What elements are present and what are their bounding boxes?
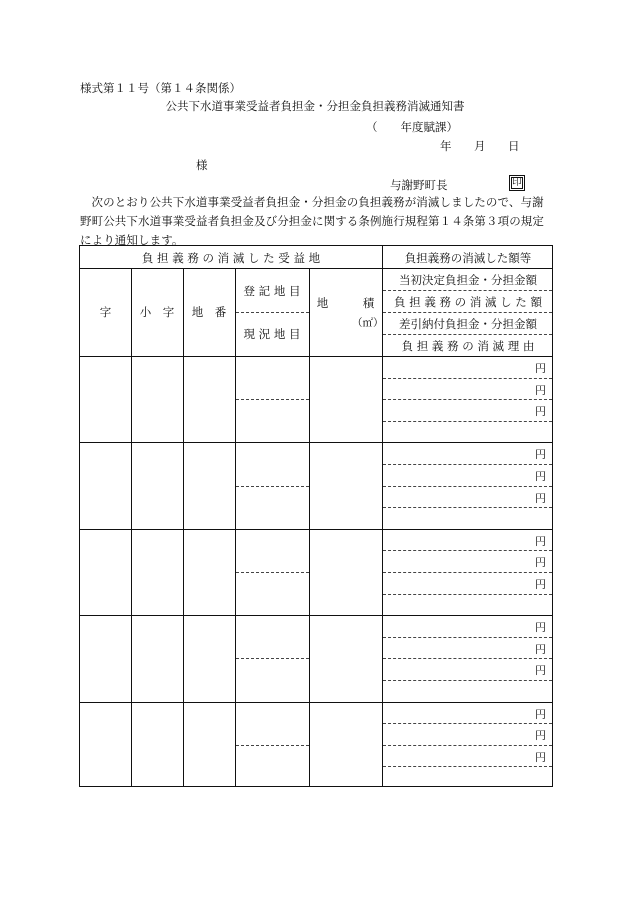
form-table xyxy=(79,245,553,787)
document-title: 公共下水道事業受益者負担金・分担金負担義務消滅通知書 xyxy=(165,99,465,113)
form-number: 様式第１１号（第１４条関係） xyxy=(80,81,241,95)
col-chiban: 地 番 xyxy=(191,305,227,319)
date-year-label: 年 xyxy=(440,139,452,153)
dash-line xyxy=(383,421,552,422)
date-day-label: 日 xyxy=(508,139,520,153)
col-divider xyxy=(309,268,310,786)
dash-line xyxy=(383,312,552,313)
seal-label: 印 xyxy=(512,177,522,188)
dash-line xyxy=(383,680,552,681)
col-divider xyxy=(131,356,132,786)
yen-label: 円 xyxy=(535,707,546,721)
header-benefit-land: 負 担 義 務 の 消 滅 し た 受 益 地 xyxy=(141,251,321,265)
yen-label: 円 xyxy=(535,642,546,656)
dash-line xyxy=(236,399,309,400)
col-divider xyxy=(183,268,184,786)
dash-line xyxy=(383,486,552,487)
yen-label: 円 xyxy=(535,578,546,591)
yen-label: 円 xyxy=(535,750,546,764)
item-net-payment: 差引納付負担金・分担金額 xyxy=(399,317,537,331)
dash-line xyxy=(383,594,552,595)
yen-label: 円 xyxy=(535,491,546,505)
header-divider xyxy=(80,268,552,269)
col-area: 地 積 xyxy=(316,296,375,310)
dash-line xyxy=(236,572,309,573)
block-divider xyxy=(80,702,552,703)
date-month-label: 月 xyxy=(474,139,486,153)
yen-label: 円 xyxy=(535,383,546,397)
dash-line xyxy=(383,290,552,291)
notice-body-text: 次のとおり公共下水道事業受益者負担金・分担金の負担義務が消滅しましたので、与謝野町公共下水道事業受益者負担金及び分担金に関する条例施行規程第１４条第３項の規定により通知します。 xyxy=(80,195,544,247)
yen-label: 円 xyxy=(535,448,546,462)
dash-line xyxy=(383,745,552,746)
dash-line xyxy=(236,658,309,659)
dash-line xyxy=(383,399,552,400)
col-aza: 字 xyxy=(99,305,112,319)
yen-label: 円 xyxy=(535,405,546,419)
issuer-name: 与謝野町長 xyxy=(390,178,448,192)
col-divider xyxy=(235,268,236,786)
item-extinction-reason: 負 担 義 務 の 消 滅 理 由 xyxy=(401,339,535,353)
dash-line xyxy=(383,464,552,465)
yen-label: 円 xyxy=(535,470,546,483)
dash-line xyxy=(236,486,309,487)
header-extinguished-amounts: 負担義務の消滅した額等 xyxy=(404,251,532,265)
block-divider xyxy=(80,529,552,530)
recipient-suffix: 様 xyxy=(196,158,208,172)
dash-line xyxy=(383,378,552,379)
dash-line xyxy=(383,723,552,724)
yen-label: 円 xyxy=(535,556,546,570)
item-extinguished-amount: 負 担 義 務 の 消 滅 し た 額 xyxy=(394,295,542,309)
header-bottom-divider xyxy=(80,356,552,357)
seal-stamp xyxy=(509,175,525,191)
yen-label: 円 xyxy=(535,362,546,375)
yen-label: 円 xyxy=(535,729,546,743)
dash-line xyxy=(383,572,552,573)
dash-line xyxy=(383,334,552,335)
col-area-unit: （㎡） xyxy=(352,317,384,329)
dash-line xyxy=(236,745,309,746)
dash-line xyxy=(236,312,309,313)
yen-label: 円 xyxy=(535,534,546,548)
col-registered-category: 登 記 地 目 xyxy=(243,284,301,298)
col-actual-category: 現 況 地 目 xyxy=(243,327,301,341)
yen-label: 円 xyxy=(535,664,546,678)
item-initial-amount: 当初決定負担金・分担金額 xyxy=(399,273,537,287)
block-divider xyxy=(80,615,552,616)
fiscal-year-note: （ 年度賦課） xyxy=(366,120,458,134)
date-line xyxy=(440,138,520,154)
yen-label: 円 xyxy=(535,621,546,635)
block-divider xyxy=(80,442,552,443)
dash-line xyxy=(383,766,552,767)
dash-line xyxy=(383,637,552,638)
dash-line xyxy=(383,658,552,659)
dash-line xyxy=(383,507,552,508)
dash-line xyxy=(383,550,552,551)
col-koaza: 小 字 xyxy=(139,305,175,319)
